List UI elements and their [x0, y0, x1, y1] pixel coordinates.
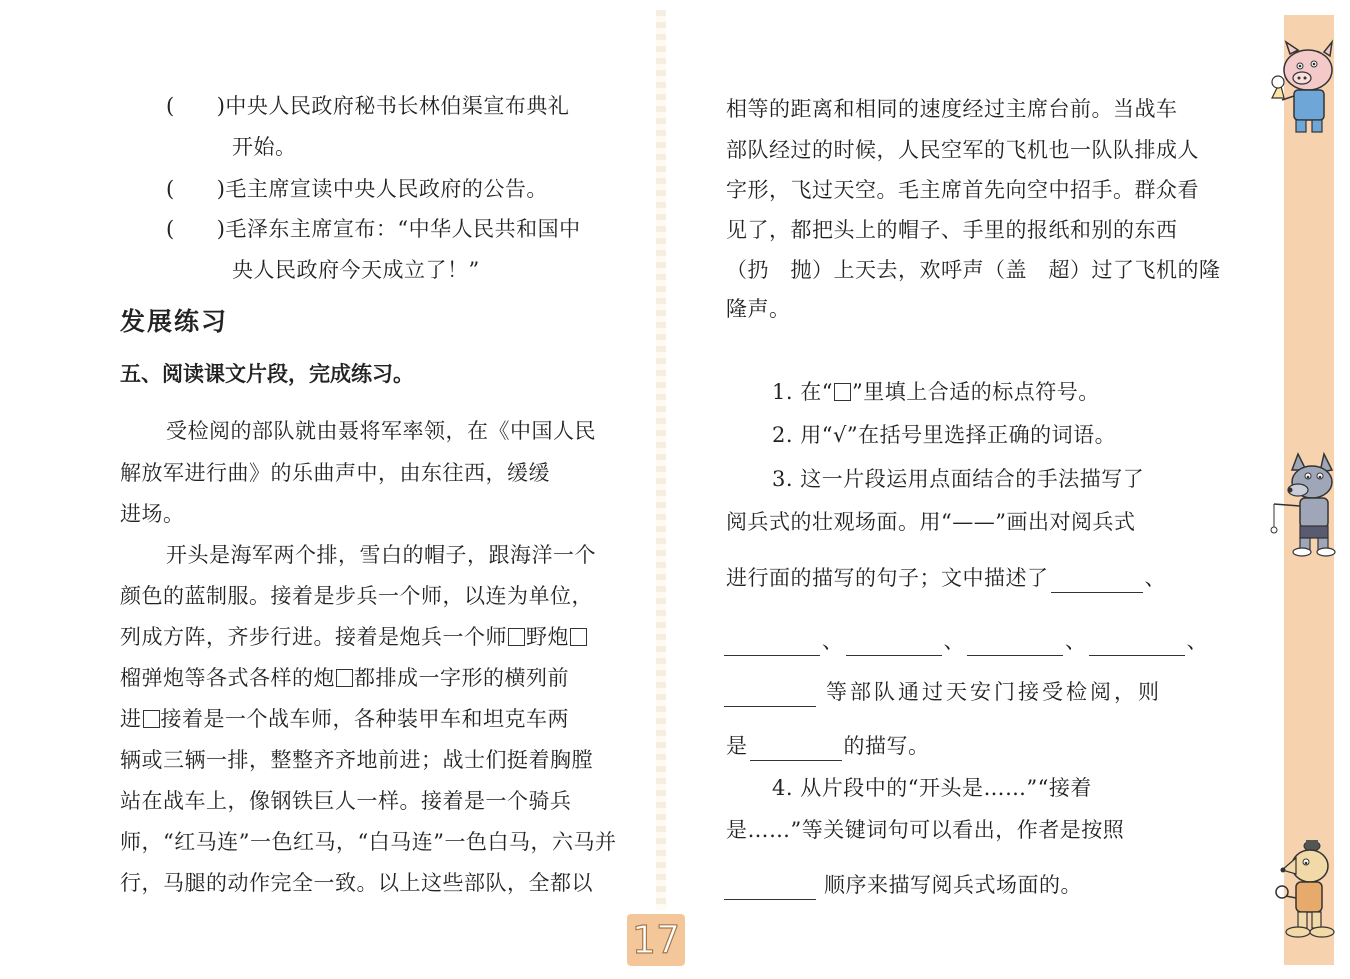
p2-line-1: 开头是海军两个排，雪白的帽子，跟海洋一个 [166, 543, 596, 567]
answer-blank[interactable] [724, 633, 820, 656]
answer-blank[interactable] [750, 738, 842, 761]
page-number: 17 [627, 914, 685, 966]
p2-line-4: 榴弹炮等各式各样的炮 都排成一字形的横列前 [120, 666, 569, 690]
p2-line-2: 颜色的蓝制服。接着是步兵一个师，以连为单位， [120, 584, 593, 608]
punctuation-box[interactable] [508, 628, 525, 646]
rp-line-6: 隆声。 [726, 297, 791, 321]
book-spine [656, 10, 666, 910]
option-item-3: ( )毛泽东主席宣布：“中华人民共和国中 [166, 217, 581, 241]
rp-line-1: 相等的距离和相同的速度经过主席台前。当战车 [726, 97, 1178, 121]
left-page [0, 0, 656, 979]
rp-line-5: （扔 抛）上天去，欢呼声（盖 超）过了飞机的隆 [726, 258, 1221, 282]
question-1: 1. 在“ ”里填上合适的标点符号。 [772, 380, 1100, 404]
rp-line-2: 部队经过的时候，人民空军的飞机也一队队排成人 [726, 138, 1199, 162]
answer-blank[interactable] [1051, 570, 1143, 593]
p2-line-9: 行，马腿的动作完全一致。以上这些部队，全都以 [120, 871, 593, 895]
answer-blank[interactable] [1089, 633, 1185, 656]
exercise-title: 五、阅读课文片段，完成练习。 [120, 362, 414, 386]
question-3-line-2: 阅兵式的壮观场面。用“——”画出对阅兵式 [726, 510, 1136, 534]
punctuation-box[interactable] [336, 669, 353, 687]
question-4-line-1: 4. 从片段中的“开头是……”“接着 [772, 776, 1092, 800]
option-item-1-cont: 开始。 [232, 135, 297, 159]
question-3-line-3: 进行面的描写的句子；文中描述了 、 [726, 563, 1166, 593]
question-2: 2. 用“√”在括号里选择正确的词语。 [772, 423, 1117, 447]
punctuation-box[interactable] [143, 710, 160, 728]
pig-mascot-icon [1256, 38, 1348, 138]
option-item-3-cont: 央人民政府今天成立了！” [232, 258, 480, 282]
p2-line-7: 站在战车上，像钢铁巨人一样。接着是一个骑兵 [120, 789, 572, 813]
rp-line-4: 见了，都把头上的帽子、手里的报纸和别的东西 [726, 218, 1178, 242]
p1-line-2: 解放军进行曲》的乐曲声中，由东往西，缓缓 [120, 461, 550, 485]
answer-blank[interactable] [724, 877, 816, 900]
question-3-line-5: 等部队通过天安门接受检阅，则 [722, 677, 1162, 707]
question-3-line-1: 3. 这一片段运用点面结合的手法描写了 [772, 467, 1145, 491]
fox-mascot-icon [1258, 836, 1348, 946]
box-symbol [834, 383, 851, 401]
question-3-line-4: 、 、 、 、 [722, 626, 1208, 656]
answer-blank[interactable] [724, 684, 816, 707]
rp-line-3: 字形，飞过天空。毛主席首先向空中招手。群众看 [726, 178, 1199, 202]
answer-blank[interactable] [846, 633, 942, 656]
question-4-line-3: 顺序来描写阅兵式场面的。 [722, 870, 1082, 900]
p1-line-3: 进场。 [120, 502, 185, 526]
section-title: 发展练习 [120, 307, 229, 336]
option-item-2: ( )毛主席宣读中央人民政府的公告。 [166, 177, 548, 201]
p2-line-5: 进 接着是一个战车师，各种装甲车和坦克车两 [120, 707, 569, 731]
p2-line-6: 辆或三辆一排，整整齐齐地前进；战士们挺着胸膛 [120, 748, 593, 772]
question-4-line-2: 是……”等关键词句可以看出，作者是按照 [726, 818, 1125, 842]
question-3-line-6: 是 的描写。 [726, 731, 930, 761]
p2-line-3: 列成方阵，齐步行进。接着是炮兵一个师 野炮 [120, 622, 588, 652]
p2-line-8: 师，“红马连”一色红马，“白马连”一色白马，六马并 [120, 830, 617, 854]
p1-line-1: 受检阅的部队就由聂将军率领，在《中国人民 [166, 419, 596, 443]
wolf-mascot-icon [1262, 448, 1348, 558]
punctuation-box[interactable] [570, 628, 587, 646]
answer-blank[interactable] [967, 633, 1063, 656]
right-page [668, 0, 1350, 979]
option-item-1: ( )中央人民政府秘书长林伯渠宣布典礼 [166, 94, 570, 118]
